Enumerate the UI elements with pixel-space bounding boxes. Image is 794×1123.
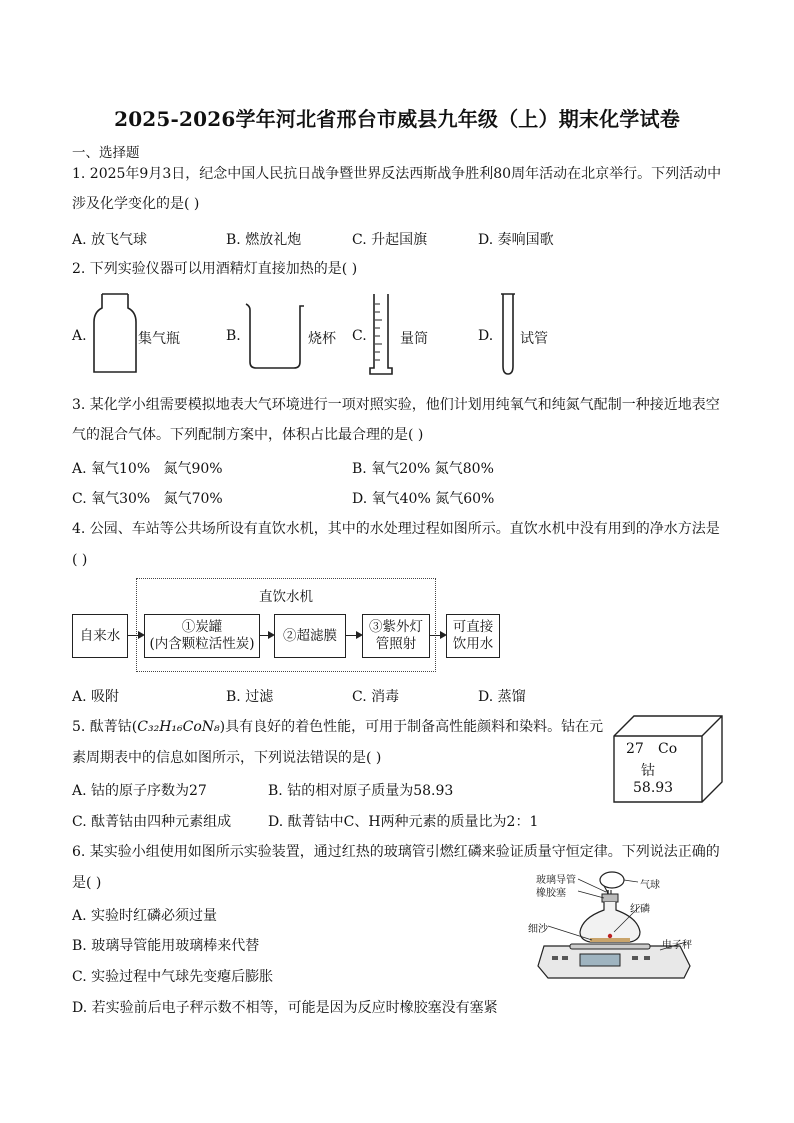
- label-electronic-scale: 电子秤: [662, 940, 692, 951]
- q3-option-d[interactable]: D. 氧气40% 氮气60%: [352, 491, 495, 507]
- q4-option-b[interactable]: B. 过滤: [226, 689, 274, 705]
- drinking-water-label-1: 可直接: [452, 619, 494, 635]
- label-fine-sand: 细沙: [528, 924, 548, 935]
- ultrafiltration-box: ②超滤膜: [274, 614, 346, 658]
- exam-title: 2025-2026学年河北省邢台市威县九年级（上）期末化学试卷: [114, 107, 680, 131]
- q5-option-d[interactable]: D. 酞菁钴中C、H两种元素的质量比为2：1: [268, 814, 539, 830]
- q3-option-a[interactable]: A. 氧气10% 氮气90%: [72, 461, 223, 477]
- flow-arrow: [429, 635, 445, 636]
- flow-arrow: [259, 635, 273, 636]
- q2-stem: 2. 下列实验仪器可以用酒精灯直接加热的是( ): [72, 261, 358, 277]
- q2-option-a-letter[interactable]: A.: [72, 328, 87, 344]
- graduated-cylinder-icon: [366, 290, 396, 378]
- flow-arrow: [127, 635, 143, 636]
- gas-bottle-icon: [90, 290, 140, 376]
- drinking-water-box: [446, 614, 500, 658]
- q2-option-d-name: 试管: [520, 331, 548, 347]
- test-tube-icon: [498, 290, 518, 378]
- drinking-water-label-2: 饮用水: [452, 636, 494, 652]
- q3-option-c[interactable]: C. 氧气30% 氮气70%: [72, 491, 223, 507]
- uv-lamp-detail: 管照射: [375, 636, 417, 652]
- q4-option-d[interactable]: D. 蒸馏: [478, 689, 526, 705]
- cobalt-name: 钴: [641, 763, 655, 779]
- q5-stem-line1: [72, 718, 603, 736]
- flow-arrow: [345, 635, 361, 636]
- q2-option-a-name: 集气瓶: [138, 331, 180, 347]
- phthalocyanine-formula: C₃₂H₁₆CoN₈: [137, 719, 220, 735]
- q5-stem-line2: 素周期表中的信息如图所示，下列说法错误的是( ): [72, 750, 382, 766]
- q4-option-c[interactable]: C. 消毒: [352, 689, 400, 705]
- dispenser-label: 直饮水机: [259, 589, 313, 605]
- uv-lamp-box: [362, 614, 430, 658]
- q2-option-d-letter[interactable]: D.: [478, 328, 494, 344]
- q2-option-c-letter[interactable]: C.: [352, 328, 367, 344]
- q1-option-d[interactable]: D. 奏响国歌: [478, 232, 554, 248]
- q5-stem-pre: 5. 酞菁钴(: [72, 719, 138, 735]
- carbon-filter-label: ①炭罐: [181, 619, 223, 635]
- cobalt-symbol: Co: [658, 741, 678, 757]
- q1-option-c[interactable]: C. 升起国旗: [352, 232, 428, 248]
- cobalt-atomic-number: 27: [626, 741, 644, 757]
- carbon-filter-detail: (内含颗粒活性炭): [149, 636, 255, 652]
- uv-lamp-label: ③紫外灯: [369, 619, 423, 635]
- q5-option-b[interactable]: B. 钴的相对原子质量为58.93: [268, 783, 454, 799]
- q5-option-a[interactable]: A. 钴的原子序数为27: [72, 783, 207, 799]
- q3-option-b[interactable]: B. 氧气20% 氮气80%: [352, 461, 494, 477]
- beaker-icon: [244, 300, 306, 372]
- q6-option-c[interactable]: C. 实验过程中气球先变瘪后膨胀: [72, 969, 274, 985]
- q6-stem-line1: 6. 某实验小组使用如图所示实验装置，通过红热的玻璃管引燃红磷来验证质量守恒定律。下列说法正确的: [72, 844, 720, 860]
- q1-option-b[interactable]: B. 燃放礼炮: [226, 232, 302, 248]
- q4-option-a[interactable]: A. 吸附: [72, 689, 120, 705]
- q1-stem-line1: 1. 2025年9月3日，纪念中国人民抗日战争暨世界反法西斯战争胜利80周年活动在北京举行。下列活动中: [72, 166, 722, 182]
- label-glass-tube: 玻璃导管: [536, 875, 576, 886]
- label-rubber-stopper: 橡胶塞: [536, 888, 566, 899]
- q6-option-b[interactable]: B. 玻璃导管能用玻璃棒来代替: [72, 938, 260, 954]
- label-balloon: 气球: [640, 880, 660, 891]
- q6-option-a[interactable]: A. 实验时红磷必须过量: [72, 908, 218, 924]
- q6-option-d[interactable]: D. 若实验前后电子秤示数不相等，可能是因为反应时橡胶塞没有塞紧: [72, 1000, 498, 1016]
- q4-stem-line2: ( ): [72, 552, 88, 568]
- q2-option-c-name: 量筒: [400, 331, 428, 347]
- q5-stem-post: )具有良好的着色性能，可用于制备高性能颜料和染料。钴在元: [219, 719, 604, 735]
- q6-stem-line2: 是( ): [72, 875, 102, 891]
- section-heading: 一、选择题: [72, 145, 140, 161]
- label-red-phosphorus: 红磷: [630, 904, 650, 915]
- tap-water-box: 自来水: [72, 614, 128, 658]
- q2-option-b-letter[interactable]: B.: [226, 328, 241, 344]
- q3-stem-line1: 3. 某化学小组需要模拟地表大气环境进行一项对照实验，他们计划用纯氧气和纯氮气配制一种接近地表空: [72, 397, 720, 413]
- q5-option-c[interactable]: C. 酞菁钴由四种元素组成: [72, 814, 232, 830]
- carbon-filter-box: [144, 614, 260, 658]
- q3-stem-line2: 气的混合气体。下列配制方案中，体积占比最合理的是( ): [72, 427, 424, 443]
- q1-stem-line2: 涉及化学变化的是( ): [72, 196, 200, 212]
- q2-option-b-name: 烧杯: [308, 331, 336, 347]
- cobalt-atomic-mass: 58.93: [633, 780, 674, 796]
- q1-option-a[interactable]: A. 放飞气球: [72, 232, 148, 248]
- q4-stem-line1: 4. 公园、车站等公共场所设有直饮水机，其中的水处理过程如图所示。直饮水机中没有用到的净水方法是: [72, 521, 720, 537]
